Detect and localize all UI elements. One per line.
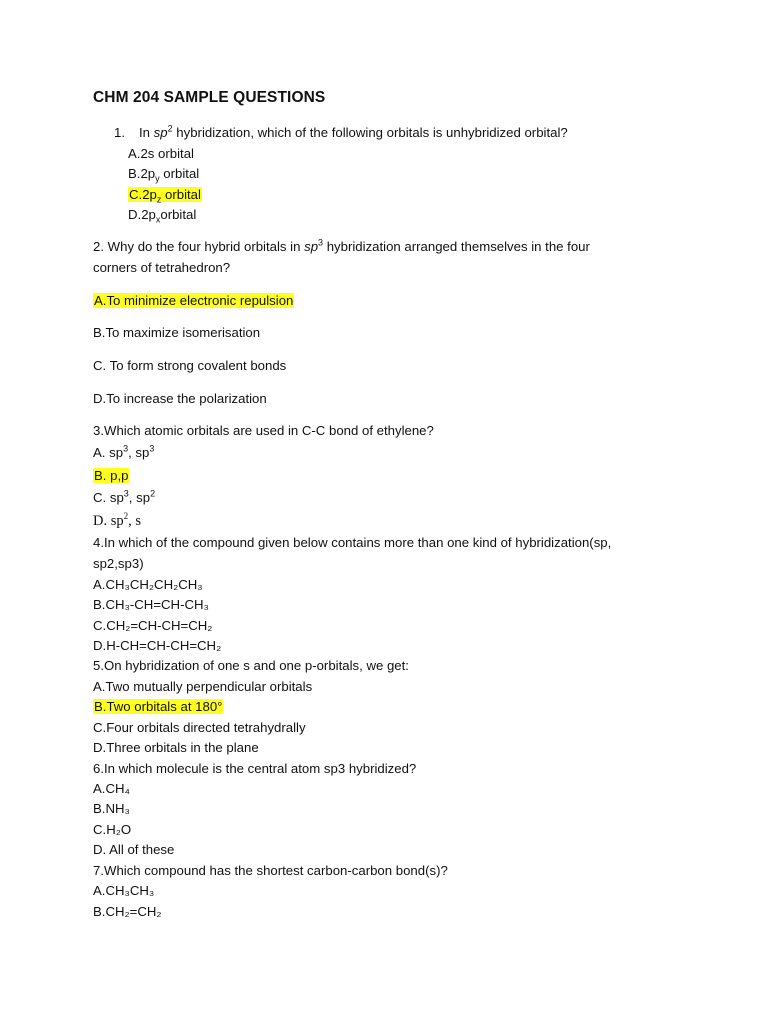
page-title: CHM 204 SAMPLE QUESTIONS — [93, 89, 326, 106]
question-2-option-b: B.To maximize isomerisation — [93, 325, 261, 340]
question-6-option-c: C.H₂O — [93, 822, 132, 837]
question-2-option-a — [93, 292, 294, 310]
question-1-option-c — [128, 186, 202, 204]
question-7-option-b: B.CH₂=CH₂ — [93, 904, 162, 919]
question-5-option-b — [93, 698, 223, 716]
highlighted-answer: $C.2p_z$ orbital — [129, 187, 201, 205]
question-2-option-d: D.To increase the polarization — [93, 391, 267, 406]
question-2-text: 2. Why do the four hybrid orbitals in $sp^3$ hybridization arranged themselves in the four — [93, 237, 590, 254]
question-1-text: In $sp^2$ hybridization, which of the following orbitals is unhybridized orbital? — [139, 123, 568, 140]
question-6-option-b: B.NH₃ — [93, 801, 130, 816]
question-4-option-c: C.CH₂=CH-CH=CH₂ — [93, 618, 213, 633]
question-5-text: 5.On hybridization of one s and one p-orbitals, we get: — [93, 658, 409, 673]
question-5-option-a: A.Two mutually perpendicular orbitals — [93, 679, 313, 694]
question-6-text: 6.In which molecule is the central atom sp3 hybridized? — [93, 761, 417, 776]
question-2-option-c: C. To form strong covalent bonds — [93, 358, 287, 373]
question-3-text: 3.Which atomic orbitals are used in C-C bond of ethylene? — [93, 423, 434, 438]
question-4-text-line-2: sp2,sp3) — [93, 556, 144, 571]
question-1-option-a: A.2s orbital — [128, 146, 194, 161]
question-7-text: 7.Which compound has the shortest carbon-carbon bond(s)? — [93, 863, 448, 878]
question-1-option-b: $B.2p_y$ orbital — [128, 166, 200, 184]
question-4-option-d: D.H-CH=CH-CH=CH₂ — [93, 638, 222, 653]
question-5-option-d: D.Three orbitals in the plane — [93, 740, 259, 755]
question-1-number: 1. — [114, 125, 125, 140]
question-4-option-b: B.CH₃-CH=CH-CH₃ — [93, 597, 209, 612]
question-2-text-line-2: corners of tetrahedron? — [93, 260, 231, 275]
question-3-option-b — [93, 467, 129, 485]
highlighted-answer: B.Two orbitals at 180° — [94, 699, 223, 714]
question-7-option-a: A.CH₃CH₃ — [93, 883, 155, 898]
question-1-option-d: $D.2p_xorbital$ — [128, 207, 197, 225]
question-6-option-a: A.CH₄ — [93, 781, 130, 796]
question-3-option-d: D. $sp^2$, s — [93, 511, 142, 529]
question-6-option-d: D. All of these — [93, 842, 175, 857]
highlighted-answer: A.To minimize electronic repulsion — [94, 293, 294, 308]
question-4-text: 4.In which of the compound given below contains more than one kind of hybridization(sp, — [93, 535, 612, 550]
question-5-option-c: C.Four orbitals directed tetrahydrally — [93, 720, 306, 735]
question-4-option-a: A.CH₃CH₂CH₂CH₃ — [93, 577, 203, 592]
question-3-option-a: A. $sp^3$, $sp^3$ — [93, 443, 155, 460]
highlighted-answer: B. p,p — [94, 468, 129, 483]
question-3-option-c: C. $sp^3$, $sp^2$ — [93, 488, 156, 505]
